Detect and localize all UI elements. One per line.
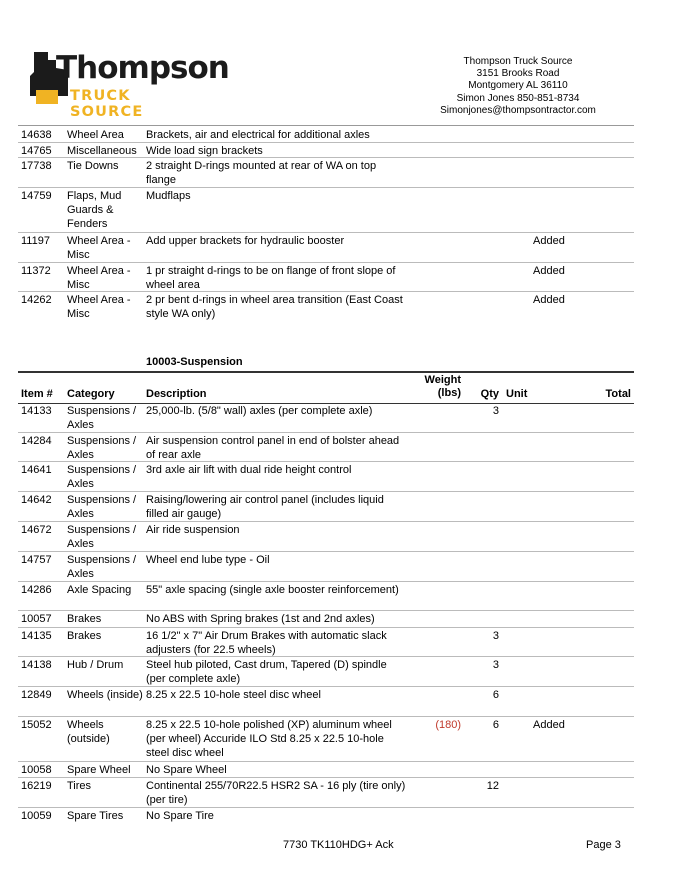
item-number: 14138 bbox=[21, 659, 52, 671]
category: Suspensions / Axles bbox=[67, 524, 137, 550]
quantity: 3 bbox=[492, 405, 499, 417]
category: Hub / Drum bbox=[67, 659, 124, 671]
item-number: 10058 bbox=[21, 764, 52, 776]
description: 1 pr straight d-rings to be on flange of front slope of wheel area bbox=[146, 265, 396, 291]
table-row bbox=[18, 291, 634, 321]
description: Continental 255/70R22.5 HSR2 SA - 16 ply (tire only) (per tire) bbox=[146, 780, 406, 806]
quantity: 6 bbox=[492, 689, 499, 701]
item-number: 17738 bbox=[21, 160, 52, 172]
section-title: 10003-Suspension bbox=[146, 356, 243, 368]
table-row bbox=[18, 126, 634, 142]
description: No Spare Tire bbox=[146, 810, 214, 822]
item-number: 11197 bbox=[21, 235, 50, 247]
table-row bbox=[18, 777, 634, 807]
item-number: 14638 bbox=[21, 129, 52, 141]
company-city: Montgomery AL 36110 bbox=[468, 80, 568, 92]
item-number: 10057 bbox=[21, 613, 52, 625]
category: Suspensions / Axles bbox=[67, 405, 137, 431]
table-row bbox=[18, 432, 634, 461]
description: 16 1/2" x 7" Air Drum Brakes with automatic slack adjusters (for 22.5 wheels) bbox=[146, 630, 387, 656]
item-number: 14672 bbox=[21, 524, 52, 536]
status: Added bbox=[533, 719, 565, 731]
description: 8.25 x 22.5 10-hole steel disc wheel bbox=[146, 689, 321, 701]
logo-subtitle: TRUCK SOURCE bbox=[70, 88, 144, 120]
description: 55" axle spacing (single axle booster reinforcement) bbox=[146, 584, 399, 596]
category: Suspensions / Axles bbox=[67, 435, 137, 461]
category: Spare Tires bbox=[67, 810, 124, 822]
category: Suspensions / Axles bbox=[67, 464, 137, 490]
category: Wheels (inside) bbox=[67, 689, 143, 701]
quantity: 6 bbox=[492, 719, 499, 731]
logo-title: Thompson bbox=[56, 50, 229, 86]
header-weight: Weight (lbs) bbox=[424, 374, 461, 399]
item-number: 14757 bbox=[21, 554, 52, 566]
table-row bbox=[18, 627, 634, 656]
header-total: Total bbox=[605, 388, 631, 400]
description: Steel hub piloted, Cast drum, Tapered (D) spindle (per complete axle) bbox=[146, 659, 387, 685]
page-number: Page 3 bbox=[586, 839, 621, 851]
item-number: 14765 bbox=[21, 145, 52, 157]
quantity: 3 bbox=[492, 659, 499, 671]
description: Add upper brackets for hydraulic booster bbox=[146, 235, 345, 247]
header-description: Description bbox=[146, 388, 207, 400]
header-qty: Qty bbox=[480, 388, 499, 400]
description: Air ride suspension bbox=[146, 524, 240, 536]
item-number: 11372 bbox=[21, 265, 51, 277]
header-item: Item # bbox=[21, 388, 53, 400]
item-number: 14262 bbox=[21, 294, 52, 306]
description: Raising/lowering air control panel (includes liquid filled air gauge) bbox=[146, 494, 384, 520]
table-row bbox=[18, 187, 634, 232]
description: 2 pr bent d-rings in wheel area transition (East Coast style WA only) bbox=[146, 294, 403, 320]
company-street: 3151 Brooks Road bbox=[476, 68, 560, 80]
category: Brakes bbox=[67, 613, 102, 625]
header-category: Category bbox=[67, 388, 115, 400]
table-row bbox=[18, 232, 634, 262]
table-row bbox=[18, 761, 634, 777]
quantity: 12 bbox=[486, 780, 499, 792]
description: No Spare Wheel bbox=[146, 764, 227, 776]
status: Added bbox=[533, 265, 565, 277]
table-row bbox=[18, 402, 634, 432]
table-row bbox=[18, 262, 634, 291]
table-row bbox=[18, 581, 634, 610]
table-row bbox=[18, 716, 634, 761]
category: Tie Downs bbox=[67, 160, 119, 172]
table-row bbox=[18, 807, 634, 824]
table-header bbox=[18, 371, 634, 404]
description: 8.25 x 22.5 10-hole polished (XP) aluminum wheel (per wheel) Accuride ILO Std 8.25 x 22.5 10-hole steel disc wheel bbox=[146, 719, 392, 759]
category: Wheel Area - Misc bbox=[67, 235, 131, 261]
item-number: 14284 bbox=[21, 435, 52, 447]
description: 2 straight D-rings mounted at rear of WA on top flange bbox=[146, 160, 377, 186]
description: Mudflaps bbox=[146, 190, 191, 202]
category: Axle Spacing bbox=[67, 584, 132, 596]
category: Miscellaneous bbox=[67, 145, 137, 157]
weight: (180) bbox=[435, 719, 461, 731]
category: Suspensions / Axles bbox=[67, 554, 137, 580]
category: Wheel Area - Misc bbox=[67, 294, 131, 320]
item-number: 14641 bbox=[21, 464, 52, 476]
category: Wheels (outside) bbox=[67, 719, 110, 745]
category: Wheel Area bbox=[67, 129, 124, 141]
item-number: 16219 bbox=[21, 780, 52, 792]
company-logo bbox=[28, 50, 229, 120]
header-unit: Unit bbox=[506, 388, 528, 400]
category: Flaps, Mud Guards & Fenders bbox=[67, 190, 122, 230]
item-number: 10059 bbox=[21, 810, 52, 822]
table-row bbox=[18, 461, 634, 491]
description: No ABS with Spring brakes (1st and 2nd axles) bbox=[146, 613, 375, 625]
table-row bbox=[18, 551, 634, 581]
company-address bbox=[420, 56, 616, 117]
description: Wide load sign brackets bbox=[146, 145, 263, 157]
category: Suspensions / Axles bbox=[67, 494, 137, 520]
item-number: 14642 bbox=[21, 494, 52, 506]
category: Wheel Area - Misc bbox=[67, 265, 131, 291]
description: 25,000-lb. (5/8" wall) axles (per complete axle) bbox=[146, 405, 373, 417]
item-number: 14286 bbox=[21, 584, 52, 596]
table-row bbox=[18, 491, 634, 521]
status: Added bbox=[533, 294, 565, 306]
footer-document-title: 7730 TK110HDG+ Ack bbox=[283, 839, 394, 851]
item-number: 15052 bbox=[21, 719, 52, 731]
item-number: 12849 bbox=[21, 689, 52, 701]
table-row bbox=[18, 142, 634, 158]
company-email: Simonjones@thompsontractor.com bbox=[440, 104, 596, 116]
description: Brackets, air and electrical for additional axles bbox=[146, 129, 370, 141]
company-contact: Simon Jones 850-851-8734 bbox=[456, 92, 580, 104]
table-row bbox=[18, 521, 634, 551]
item-number: 14759 bbox=[21, 190, 52, 202]
quantity: 3 bbox=[492, 630, 499, 642]
description: Air suspension control panel in end of bolster ahead of rear axle bbox=[146, 435, 400, 461]
status: Added bbox=[533, 235, 565, 247]
table-row bbox=[18, 157, 634, 187]
category: Tires bbox=[67, 780, 92, 792]
category: Spare Wheel bbox=[67, 764, 131, 776]
description: Wheel end lube type - Oil bbox=[146, 554, 270, 566]
table-row bbox=[18, 686, 634, 716]
item-number: 14135 bbox=[21, 630, 52, 642]
company-name: Thompson Truck Source bbox=[463, 56, 573, 67]
table-row bbox=[18, 656, 634, 686]
category: Brakes bbox=[67, 630, 102, 642]
table-row bbox=[18, 610, 634, 627]
description: 3rd axle air lift with dual ride height control bbox=[146, 464, 352, 476]
item-number: 14133 bbox=[21, 405, 52, 417]
